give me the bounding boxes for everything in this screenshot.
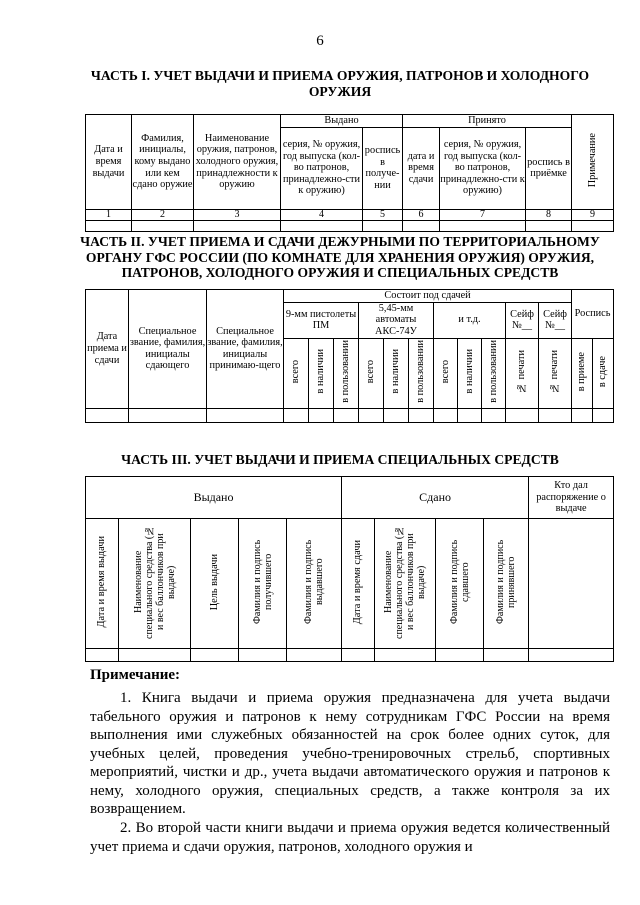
col-sign-received: роспись в приёмке [526,127,572,209]
col-note [572,115,614,210]
part3-table [85,476,614,662]
col-number: 5 [363,209,403,220]
sub-present-label: в наличии [315,349,327,394]
sub-seal [539,338,572,408]
col-number: 7 [440,209,526,220]
col-serial-received: серия, № оружия, год выпуска (кол-во патронов, принадлежно-сти к оружию) [440,127,526,209]
col-number: 2 [132,209,194,220]
part1-title: ЧАСТЬ I. УЧЕТ ВЫДАЧИ И ПРИЕМА ОРУЖИЯ, ПАТРОНОВ И ХОЛОДНОГО ОРУЖИЯ [90,68,590,99]
col-means-name-return-label: Наименование специального средства (№ и вес баллончиков при выдаче) [383,524,428,639]
col-note-label: Примечание [586,132,598,188]
col-handing-officer: Специальное звание, фамилия, инициалы сдающего [129,290,207,409]
col-sign-recipient-label: Фамилия и подпись получившего [251,539,274,624]
sub-in-use [482,338,506,408]
col-purpose [191,519,239,649]
note-paragraph-1 [90,689,610,819]
sub-present [458,338,482,408]
col-number: 6 [403,209,440,220]
col-sign-recipient [239,519,287,649]
sub-total-label: всего [290,359,302,383]
col-means-name-return [375,519,436,649]
part1-table [85,114,614,232]
sub-present-label: в наличии [390,349,402,394]
table-row [86,220,614,231]
col-date-return [342,519,375,649]
sub-in-use [334,338,359,408]
col-date-return-label: Дата и время сдачи [352,539,364,624]
sub-total [434,338,458,408]
sub-seal [506,338,539,408]
sub-total-label: всего [439,359,451,383]
group-returned: Сдано [342,477,529,519]
sub-present [309,338,334,408]
group-pm: 9-мм пистолеты ПМ [284,302,359,338]
col-number: 8 [526,209,572,220]
col-date-accept-hand: Дата приема и сдачи [86,290,129,409]
sub-seal-label: № печати [516,349,528,393]
col-serial-issued: серия, № оружия, год выпуска (кол-во патронов, принадлежно-сти к оружию) [281,127,363,209]
col-number: 3 [194,209,281,220]
col-sign-returner-label: Фамилия и подпись сдавшего [448,539,471,624]
sub-in-use [409,338,434,408]
sub-total-label: всего [365,359,377,383]
col-number: 4 [281,209,363,220]
group-sign: Роспись [572,290,614,339]
col-sign-returner [436,519,484,649]
table-row [86,649,614,662]
col-fio: Фамилия, инициалы, кому выдано или кем сдано оружие [132,115,194,210]
col-date-issue-label: Дата и время выдачи [96,535,108,628]
col-number: 9 [572,209,614,220]
col-date: Дата и время выдачи [86,115,132,210]
col-means-name [119,519,191,649]
sub-hand-label: в сдаче [597,355,609,387]
col-sign-acceptor [484,519,529,649]
col-number: 1 [86,209,132,220]
col-weapon-name: Наименование оружия, патронов, холодного оружия, принадлежности к оружию [194,115,281,210]
group-state: Состоит под сдачей [284,290,572,303]
sub-present [384,338,409,408]
part2-title: ЧАСТЬ II. УЧЕТ ПРИЕМА И СДАЧИ ДЕЖУРНЫМИ ПО ТЕРРИТОРИАЛЬНОМУ ОРГАНУ ГФС РОССИИ (ПО КОМНАТЕ ДЛЯ ХРАНЕНИЯ ОРУЖИЯ) ОРУЖИЯ, ПАТРОНОВ, ХОЛОДНОГО ОРУЖИЯ И СПЕЦИАЛЬНЫХ СРЕДСТВ [80,234,600,280]
note-title: Примечание: [90,667,181,683]
group-issued: Выдано [86,477,342,519]
part2-table [85,289,614,423]
page-number: 6 [316,33,324,49]
sub-accept [572,338,593,408]
sub-total [359,338,384,408]
sub-in-use-label: в пользовании [340,339,352,403]
group-aks: 5,45-мм автоматы АКС-74У [359,302,434,338]
sub-in-use-label: в пользовании [415,339,427,403]
sub-accept-label: в приеме [576,351,588,391]
col-who-ordered: Кто дал распоряжение о выдаче [529,477,614,519]
group-safe-1: Сейф №__ [506,302,539,338]
col-receiving-officer: Специальное звание, фамилия, инициалы принимаю-щего [207,290,284,409]
note-paragraph-2-text: 2. Во второй части книги выдачи и приема оружия ведется количественный учет приема и сдачи оружия, патронов, холодного оружия и [90,820,610,855]
col-date-received: дата и время сдачи [403,127,440,209]
col-date-issue [86,519,119,649]
table-row [86,408,614,422]
sub-in-use-label: в пользовании [487,339,499,403]
col-sign-issuer [287,519,342,649]
note-paragraph-1-text: 1. Книга выдачи и приема оружия предназначена для учета выдачи табельного оружия и патронов к нему сотрудникам ГФС России на время выполнения ими служебных обязанностей на срок более одних суток, для учебных целей, проведения учебно-тренировочных стрельб, спортивных мероприятий, чистки и др., учета выдачи автоматического оружия и патронов к нему, холодного оружия, специальных средств, а также контроля за их возвращением. [90,690,610,817]
col-sign-issuer-label: Фамилия и подпись выдавшего [303,539,326,624]
group-received: Принято [403,115,572,128]
col-means-name-label: Наименование специального средства (№ и вес баллончиков при выдаче) [132,524,177,639]
column-numbers-row [86,209,614,220]
sub-present-label: в наличии [463,349,475,394]
group-etc: и т.д. [434,302,506,338]
col-purpose-label: Цель выдачи [208,553,220,610]
sub-hand [593,338,614,408]
sub-total [284,338,309,408]
col-sign-issued: роспись в получе-нии [363,127,403,209]
group-safe-2: Сейф №__ [539,302,572,338]
part3-title: ЧАСТЬ III. УЧЕТ ВЫДАЧИ И ПРИЕМА СПЕЦИАЛЬНЫХ СРЕДСТВ [121,452,559,467]
col-sign-acceptor-label: Фамилия и подпись принявшего [495,539,518,624]
sub-seal-label: № печати [549,349,561,393]
group-issued: Выдано [281,115,403,128]
note-paragraph-2 [90,819,610,856]
